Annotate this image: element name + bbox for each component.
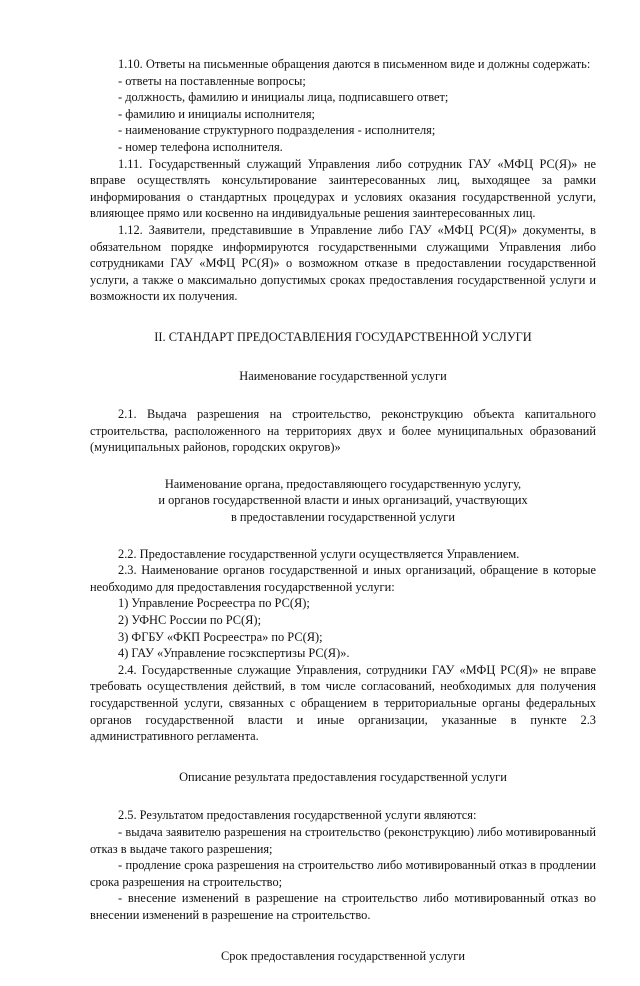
paragraph-1-12: 1.12. Заявители, представившие в Управление либо ГАУ «МФЦ РС(Я)» документы, в обязательном порядке информируются государственными служащими Управления либо сотрудниками ГАУ «МФЦ РС(Я)» о возможном отказе в предоставлении государственной услуги, а также о максимально допустимых сроках предоставления государственной услуги и возможности их получения. [90, 222, 596, 304]
list-item: 1) Управление Росреестра по РС(Я); [118, 596, 310, 611]
subheading-line: Наименование органа, предоставляющего государственную услугу, [164, 476, 522, 491]
document-page [90, 56, 596, 986]
list-item: - фамилию и инициалы исполнителя; [118, 106, 315, 121]
list-item: - внесение изменений в разрешение на строительство либо мотивированный отказ во внесении изменений в разрешение на строительство. [90, 891, 596, 922]
list-item: 2) УФНС России по РС(Я); [118, 613, 262, 628]
paragraph-2-5: 2.5. Результатом предоставления государственной услуги являются: [118, 808, 477, 823]
paragraph-2-3: 2.3. Наименование органов государственной и иных организаций, обращение в которые необходимо для предоставления государственной услуги: [90, 563, 596, 594]
list-item: - ответы на поставленные вопросы; [118, 73, 306, 88]
list-item: - номер телефона исполнителя. [118, 139, 283, 154]
list-item: - наименование структурного подразделения - исполнителя; [118, 123, 436, 138]
list-item: - должность, фамилию и инициалы лица, подписавшего ответ; [118, 90, 449, 105]
paragraph-1-11: 1.11. Государственный служащий Управления либо сотрудник ГАУ «МФЦ РС(Я)» не вправе осуществлять консультирование заинтересованных лиц, выходящее за рамки информирования о стандартных процедурах и условиях оказания государственной услуги, влияющее прямо или косвенно на индивидуальные решения заинтересованных лиц. [90, 156, 596, 221]
subheading-line: и органов государственной власти и иных организаций, участвующих [158, 493, 528, 508]
paragraph-2-2: 2.2. Предоставление государственной услуги осуществляется Управлением. [118, 546, 520, 561]
list-item: 4) ГАУ «Управление госэкспертизы РС(Я)». [118, 646, 350, 661]
subheading-organization [90, 476, 596, 526]
list-item: - выдача заявителю разрешения на строительство (реконструкцию) либо мотивированный отказ в выдаче такого разрешения; [90, 824, 596, 856]
section-title: II. СТАНДАРТ ПРЕДОСТАВЛЕНИЯ ГОСУДАРСТВЕННОЙ УСЛУГИ [154, 329, 532, 344]
paragraph-2-4: 2.4. Государственные служащие Управления, сотрудники ГАУ «МФЦ РС(Я)» не вправе требовать осуществления действий, в том числе согласований, необходимых для получения государственной услуги, связанных с обращением в территориальные органы федеральных органов государственной власти и иные организации, указанные в пункте 2.3 административного регламента. [90, 662, 596, 744]
subheading-line: в предоставлении государственной услуги [230, 510, 456, 525]
paragraph-1-10: 1.10. Ответы на письменные обращения даются в письменном виде и должны содержать: [118, 57, 591, 71]
list-item: 3) ФГБУ «ФКП Росреестра» по РС(Я); [118, 629, 323, 644]
subheading-term: Срок предоставления государственной услуги [221, 948, 465, 963]
list-item: - продление срока разрешения на строительство либо мотивированный отказ в продлении срока разрешения на строительство; [90, 858, 596, 889]
subheading-result: Описание результата предоставления государственной услуги [179, 769, 507, 784]
paragraph-2-1: 2.1. Выдача разрешения на строительство, реконструкцию объекта капитального строительства, расположенного на территориях двух и более муниципальных образований (муниципальных районов, городских округов)» [90, 407, 596, 455]
subheading-service-name: Наименование государственной услуги [239, 368, 447, 383]
